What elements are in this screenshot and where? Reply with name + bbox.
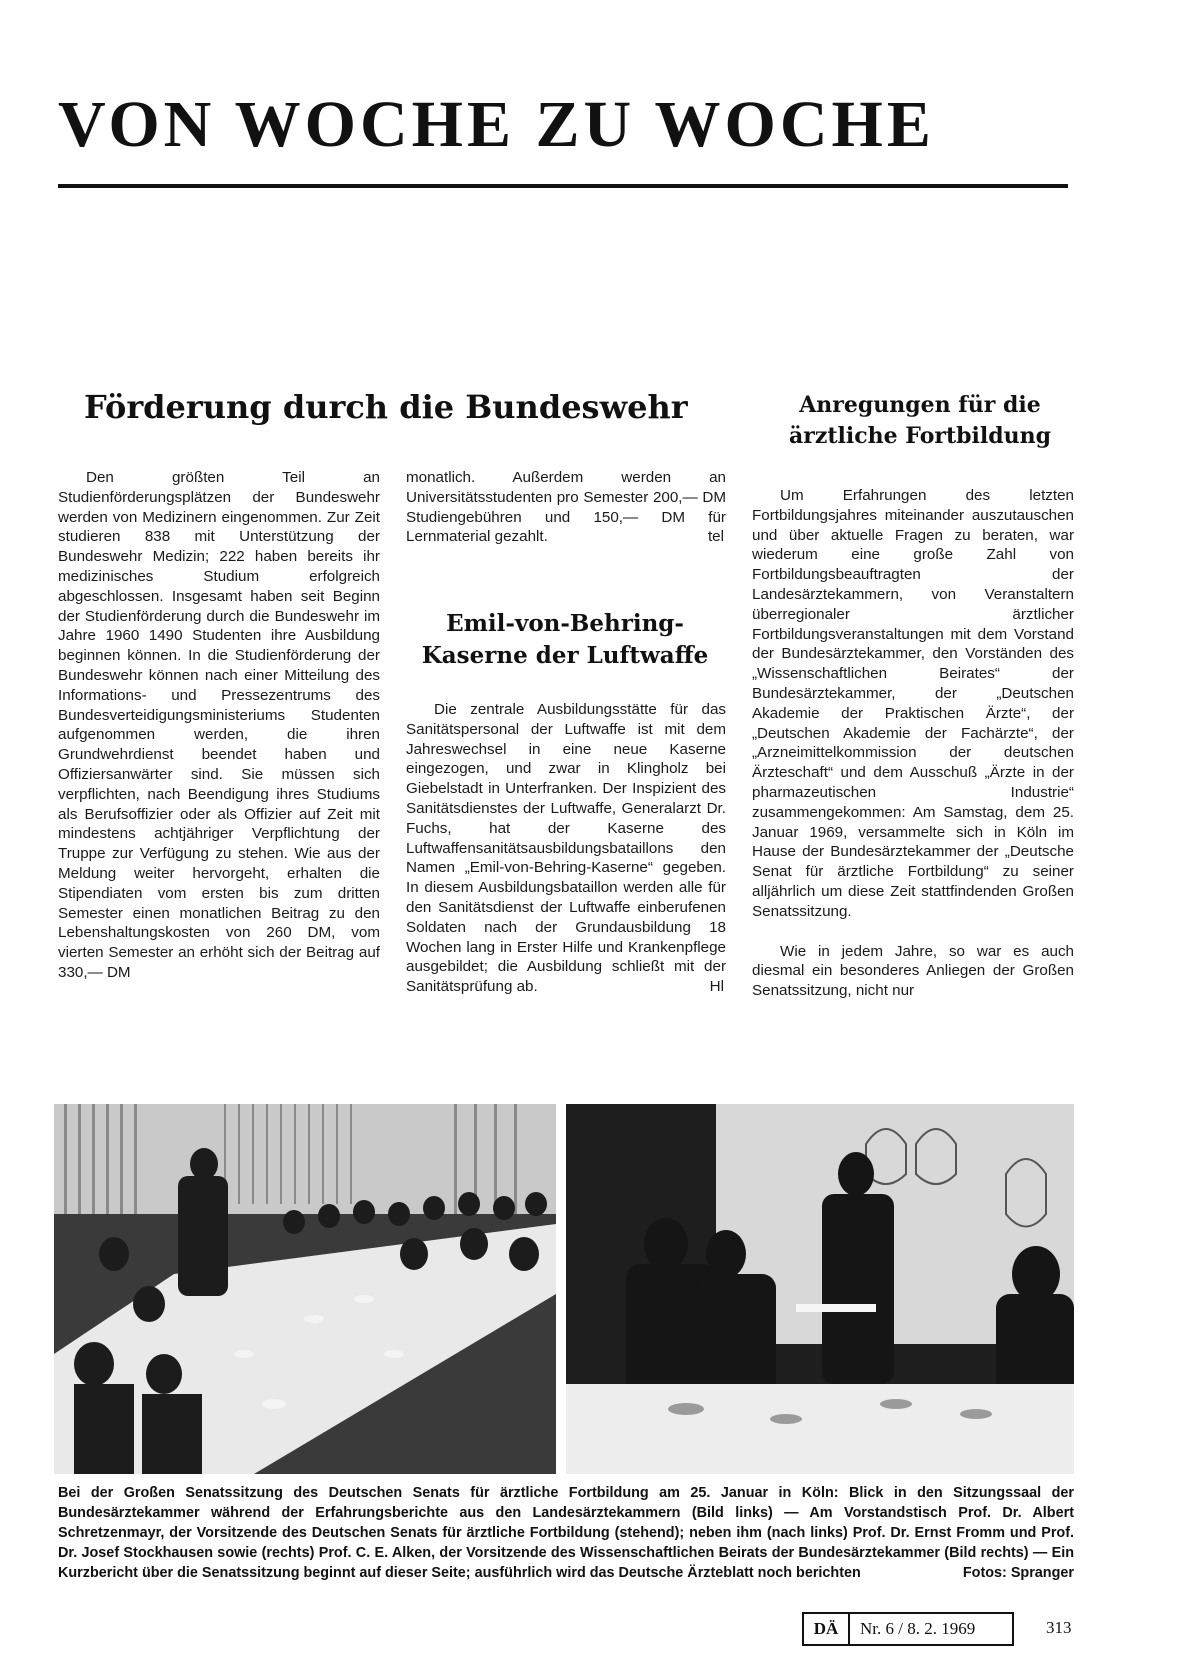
footer-issue-box <box>802 1612 1014 1646</box>
masthead-title: VON WOCHE ZU WOCHE <box>58 88 935 161</box>
article-behring-body: Die zentrale Ausbildungsstätte für das Sanitätspersonal der Luftwaffe ist mit dem Jahreswechsel in eine neue Kaserne eingezogen, und zwar in Klingholz bei Giebelstadt in Unterfranken. Der Inspizient des Sanitätsdienstes der Luftwaffe, Generalarzt Dr. Fuchs, hat der Kaserne des Luftwaffensanitätsausbildungsbataillons den Namen „Emil-von-Behring-Kaserne“ gegeben. In diesem Ausbildungsbataillon werden alle für den Sanitätsdienst der Luftwaffe einberufenen Soldaten nach der Grundausbildung 18 Wochen lang in Erster Hilfe und Krankenpflege ausgebildet; die Ausbildung schließt mit der Sanitätsprüfung ab. Hl <box>406 701 726 996</box>
article-bundeswehr-signature: tel <box>707 528 724 546</box>
photo-caption: Bei der Großen Senatssitzung des Deutschen Senats für ärztliche Fortbildung am 25. Januar in Köln: Blick in den Sitzungssaal der Bundesärztekammer während der Erfahrungsberichte aus den Landesärztekammern (Bild links) — Am Vorstandstisch Prof. Dr. Albert Schretzenmayr, der Vorsitzende des Deutschen Senats für ärztliche Fortbildung (stehend); neben ihm (nach links) Prof. Dr. Ernst Fromm und Prof. Dr. Josef Stockhausen sowie (rechts) Prof. C. E. Alken, der Vorsitzende des Wissenschaftlichen Beirats der Bundesärztekammer (Bild rechts) — Ein Kurzbericht über die Senatssitzung beginnt auf dieser Seite; ausführlich wird das Deutsche Ärzteblatt noch berichten Fotos: Spranger <box>58 1484 1074 1584</box>
masthead-rule <box>58 184 1068 188</box>
article-behring-column <box>406 700 726 997</box>
article-behring-signature: Hl <box>709 978 724 996</box>
article-fortbildung-paragraph-1: Um Erfahrungen des letzten Fortbildungsjahres miteinander auszutauschen und über aktuelle Fragen zu beraten, war wiederum eine große Zahl von Fortbildungsbeauftragten der Landesärztekammern, von Veranstaltern überregionaler ärztlicher Fortbildungsveranstaltungen mit dem Vorstand der Bundesärztekammer, den Vorständen des „Wissenschaftlichen Beirates“ der Bundesärztekammer, der „Deutschen Akademie der Praktischen Ärzte“, der „Deutschen Akademie der Fachärzte“, der „Arzneimittelkommission der deutschen Ärzteschaft“ und dem Ausschuß „Ärzte in der pharmazeutischen Industrie“ zusammengekommen: Am Samstag, dem 25. Januar 1969, versammelte sich in Köln im Hause der Bundesärztekammer der „Deutsche Senat für ärztliche Fortbildung“ zu seiner alljährlich um diese Zeit stattfindenden Großen Senatssitzung. <box>752 487 1074 920</box>
headline-fortbildung: Anregungen für die ärztliche Fortbildung <box>789 392 1051 449</box>
headline-bundeswehr: Förderung durch die Bundeswehr <box>84 388 688 426</box>
article-bundeswehr-column <box>58 468 380 983</box>
article-fortbildung-paragraph-2: Wie in jedem Jahre, so war es auch diesmal ein besonderes Anliegen der Großen Senatssitzung, nicht nur <box>752 942 1074 1000</box>
journal-logo: DÄ <box>804 1614 850 1644</box>
photo-meeting-hall <box>54 1104 556 1474</box>
issue-number: Nr. 6 / 8. 2. 1969 <box>860 1619 976 1638</box>
photo-credit: Fotos: Spranger <box>962 1564 1074 1581</box>
article-bundeswehr-continuation-column <box>406 468 726 547</box>
photo-board-table <box>566 1104 1074 1474</box>
article-bundeswehr-body: Den größten Teil an Studienförderungsplätzen der Bundeswehr werden von Medizinern eingenommen. Zur Zeit studieren 838 mit Unterstützung der Bundeswehr Medizin; 222 haben bereits ihr medizinisches Studium erfolgreich abgeschlossen. Insgesamt haben seit Beginn der Studienförderung durch die Bundeswehr im Jahre 1960 1490 Studenten ihre Ausbildung beginnen können. In die Studienförderung der Bundeswehr können nach einer Mitteilung des Informations- und Pressezentrums des Bundesverteidigungsministeriums Studenten aufgenommen werden, die ihren Grundwehrdienst beendet haben und Offiziersanwärter sind. Sie müssen sich verpflichten, nach Beendigung ihres Studiums als Berufsoffizier oder als Offizier auf Zeit mit mindestens achtjähriger Verpflichtung der Truppe zur Verfügung zu stehen. Wie aus der Meldung weiter hervorgeht, erhalten die Stipendiaten vom ersten bis zum dritten Semester einen monatlichen Beitrag zu den Lebenshaltungskosten von 260 DM, vom vierten Semester an erhöht sich der Beitrag auf 330,— DM <box>58 469 380 981</box>
article-bundeswehr-continuation: monatlich. Außerdem werden an Universitätsstudenten pro Semester 200,— DM Studiengebühren und 150,— DM für Lernmaterial gezahlt. tel <box>406 469 726 546</box>
page-number: 313 <box>1046 1618 1072 1637</box>
article-fortbildung-column <box>752 486 1074 1001</box>
headline-behring: Emil-von-Behring-Kaserne der Luftwaffe <box>421 610 709 669</box>
